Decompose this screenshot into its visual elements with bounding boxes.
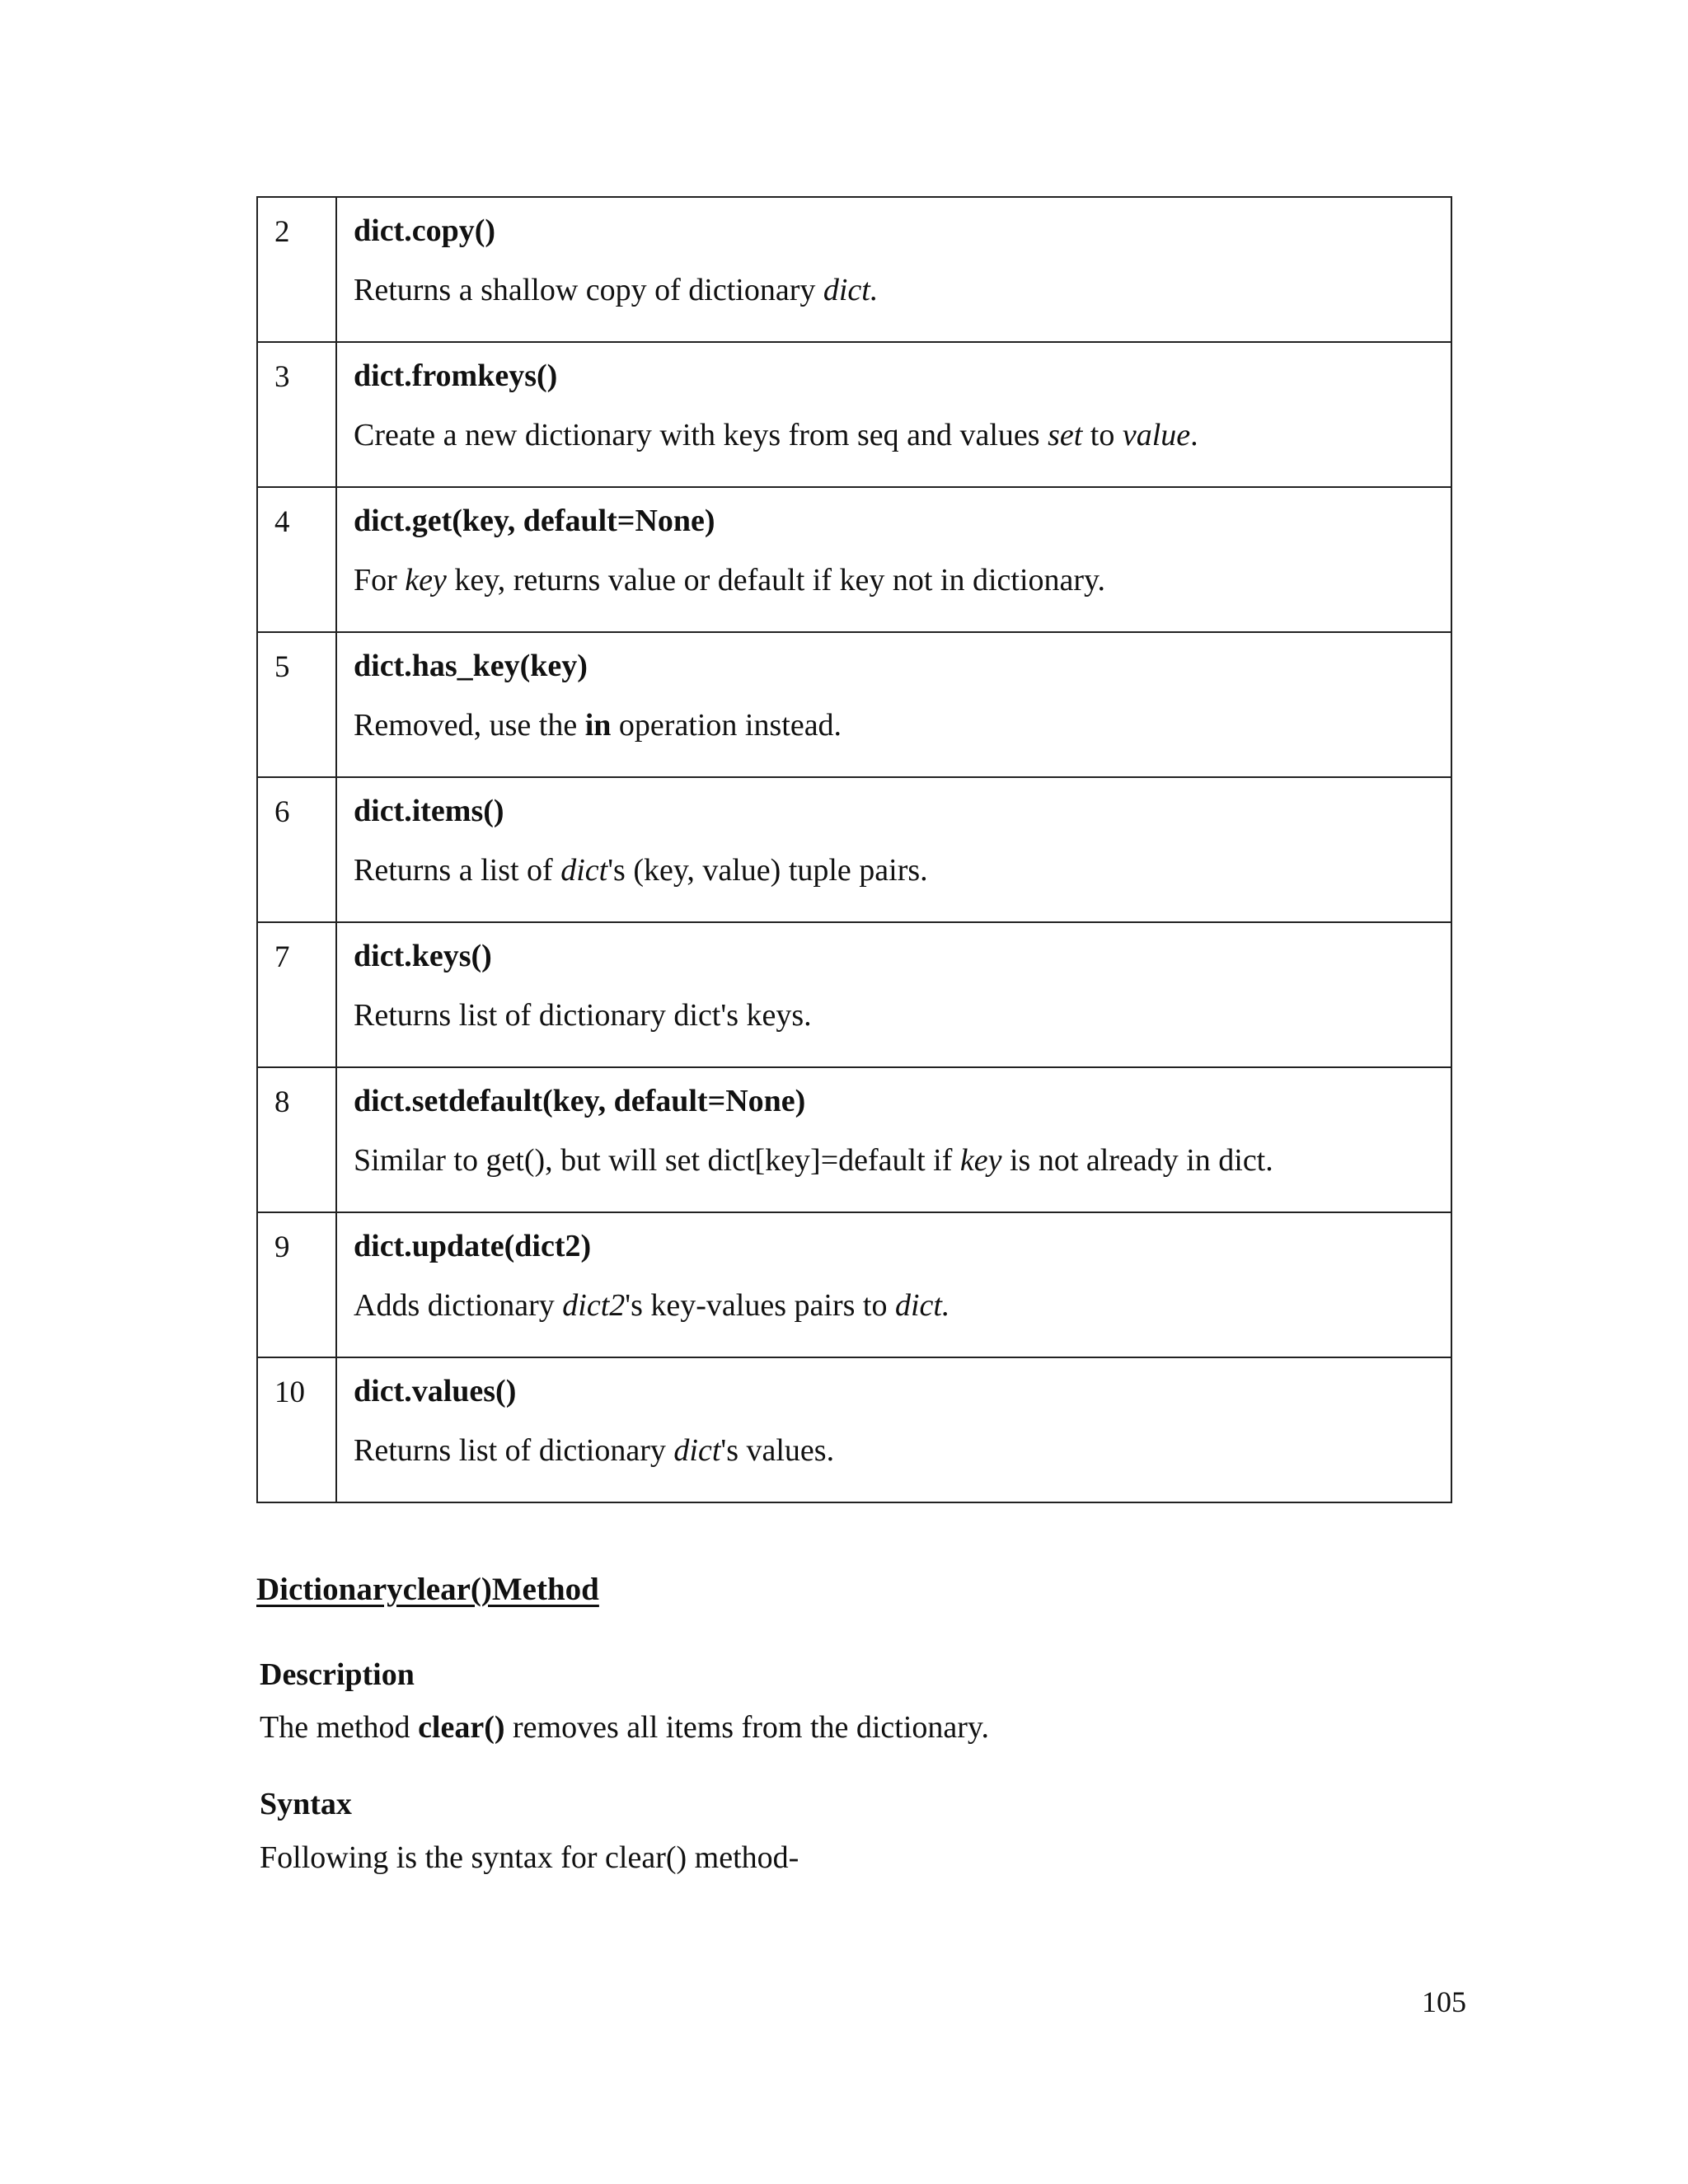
method-cell	[336, 342, 1451, 487]
row-number: 10	[257, 1357, 336, 1502]
method-description	[354, 272, 1451, 310]
description-segment: Returns a list of	[354, 852, 561, 888]
method-description	[354, 1287, 1451, 1325]
method-cell	[336, 1067, 1451, 1212]
page-number: 105	[1422, 1985, 1466, 2018]
description-segment: key, returns value or default if key not in dictionary.	[446, 562, 1106, 598]
description-segment: Create a new dictionary with keys from seq and values	[354, 417, 1048, 452]
method-cell	[336, 777, 1451, 922]
table-row	[257, 1357, 1451, 1502]
method-description	[354, 417, 1451, 455]
description-segment: Returns a shallow copy of dictionary	[354, 272, 823, 307]
method-signature: dict.has_key(key)	[354, 649, 588, 683]
method-signature: dict.keys()	[354, 939, 492, 973]
description-segment: dict	[673, 1432, 721, 1468]
row-number: 4	[257, 487, 336, 632]
syntax-paragraph: Following is the syntax for clear() method-	[260, 1840, 799, 1875]
row-number: 8	[257, 1067, 336, 1212]
method-cell	[336, 487, 1451, 632]
method-cell	[336, 1212, 1451, 1357]
method-description	[354, 852, 1451, 890]
description-suffix: removes all items from the dictionary.	[504, 1710, 989, 1745]
description-segment: is not already in dict.	[1001, 1142, 1273, 1178]
description-segment: dict.	[823, 272, 879, 307]
method-description	[354, 997, 1451, 1035]
description-method-name: clear()	[418, 1710, 505, 1745]
description-segment: For	[354, 562, 406, 598]
method-signature: dict.fromkeys()	[354, 359, 558, 393]
method-signature: dict.update(dict2)	[354, 1229, 592, 1263]
description-segment: 's key-values pairs to	[625, 1287, 895, 1323]
table-row	[257, 1212, 1451, 1357]
description-segment: to	[1082, 417, 1123, 452]
description-segment: 's values.	[720, 1432, 835, 1468]
table-row	[257, 197, 1451, 342]
dictionary-methods-table	[256, 196, 1452, 1503]
row-number: 7	[257, 922, 336, 1067]
table-row	[257, 1067, 1451, 1212]
description-segment: in	[584, 707, 612, 743]
table-row	[257, 922, 1451, 1067]
method-description	[354, 562, 1451, 600]
method-description	[354, 1142, 1451, 1180]
description-segment: Similar to get(), but will set dict[key]=default if	[354, 1142, 960, 1178]
description-paragraph	[260, 1709, 989, 1747]
description-segment: value	[1122, 417, 1191, 452]
section-heading: Dictionaryclear()Method	[256, 1572, 599, 1607]
table-row	[257, 487, 1451, 632]
row-number: 2	[257, 197, 336, 342]
description-segment: dict.	[894, 1287, 950, 1323]
table-row	[257, 632, 1451, 777]
row-number: 9	[257, 1212, 336, 1357]
method-description	[354, 707, 1451, 745]
description-segment: 's (key, value) tuple pairs.	[607, 852, 928, 888]
description-segment: dict2	[562, 1287, 626, 1323]
table-row	[257, 777, 1451, 922]
row-number: 6	[257, 777, 336, 922]
description-segment: Removed, use the	[354, 707, 585, 743]
description-prefix: The method	[260, 1710, 419, 1745]
description-segment: operation instead.	[611, 707, 842, 743]
method-signature: dict.get(key, default=None)	[354, 504, 715, 538]
method-signature: dict.setdefault(key, default=None)	[354, 1084, 806, 1118]
description-segment: Returns list of dictionary	[354, 1432, 674, 1468]
description-segment: key	[405, 562, 447, 598]
description-segment: .	[1190, 417, 1198, 452]
method-signature: dict.items()	[354, 794, 504, 828]
method-cell	[336, 197, 1451, 342]
row-number: 5	[257, 632, 336, 777]
description-segment: dict	[560, 852, 608, 888]
description-segment: key	[959, 1142, 1002, 1178]
description-segment: Returns list of dictionary dict's keys.	[354, 997, 812, 1033]
method-signature: dict.values()	[354, 1374, 517, 1408]
method-cell	[336, 922, 1451, 1067]
method-description	[354, 1432, 1451, 1470]
description-segment: set	[1048, 417, 1083, 452]
syntax-heading: Syntax	[260, 1787, 352, 1821]
row-number: 3	[257, 342, 336, 487]
table-row	[257, 342, 1451, 487]
description-heading: Description	[260, 1657, 415, 1692]
method-signature: dict.copy()	[354, 213, 496, 248]
method-cell	[336, 1357, 1451, 1502]
method-cell	[336, 632, 1451, 777]
description-segment: Adds dictionary	[354, 1287, 563, 1323]
methods-table-body	[257, 197, 1451, 1502]
